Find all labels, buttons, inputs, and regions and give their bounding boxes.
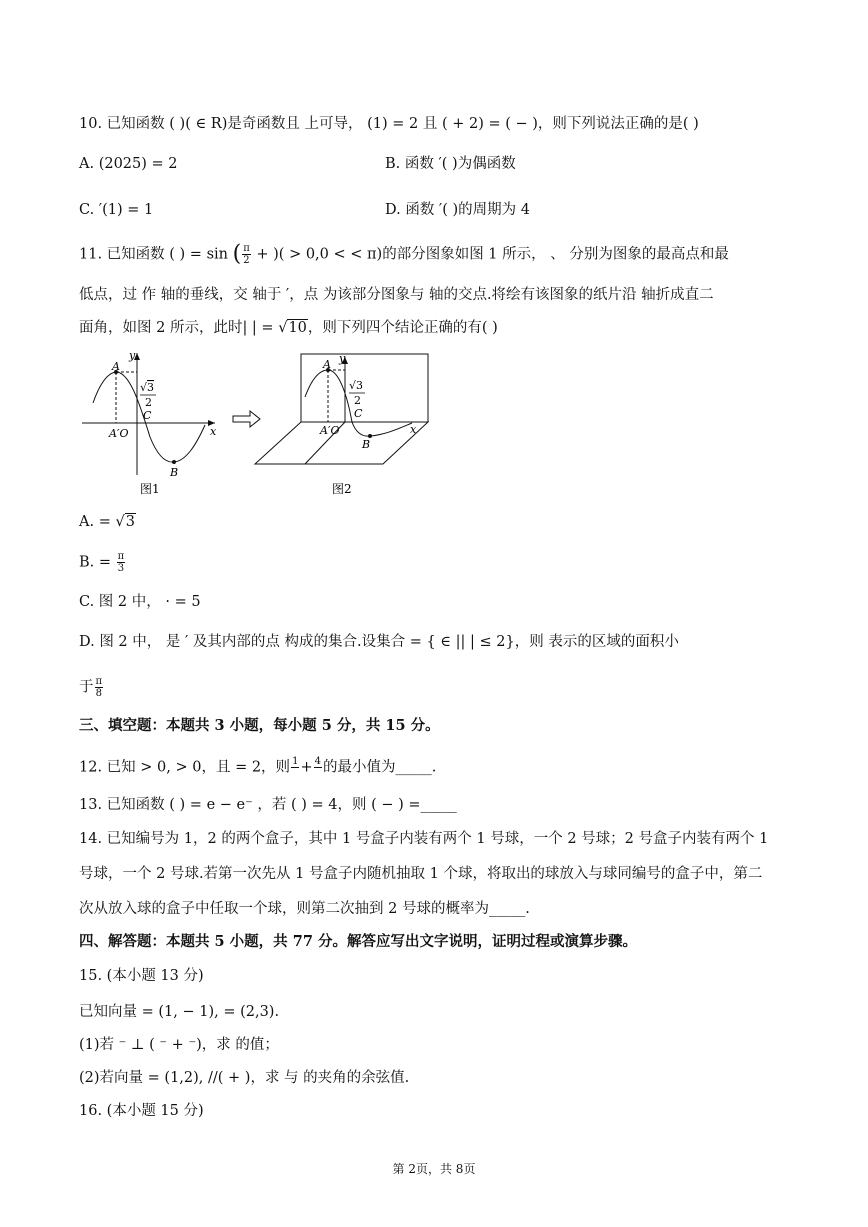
fig2-label-y: y xyxy=(339,352,346,365)
q11-sqrt10: 10 xyxy=(288,320,307,336)
fig2-label-a: A xyxy=(323,358,331,371)
q11-option-c: C. 图 2 中， · = 5 xyxy=(79,594,201,610)
q10-stem: 10. 已知函数 ( )( ∈ R)是奇函数且 上可导， (1) = 2 且 ( + 2) = ( − )，则下列说法正确的是( ) xyxy=(79,116,699,132)
fig1-label-2: 2 xyxy=(145,396,152,409)
figure-2 xyxy=(255,354,428,464)
q15-line2: (1)若 ⁻ ⊥ ( ⁻ + ⁻)，求 的值； xyxy=(79,1037,279,1053)
q14-line2: 号球，一个 2 号球.若第一次先从 1 号盒子内随机抽取 1 个球，将取出的球放入与球同编号的盒子中，第二 xyxy=(79,866,763,882)
fig1-label-c: C xyxy=(143,409,152,422)
fig2-label-b: B xyxy=(362,438,371,451)
fig2-curve-horizontal xyxy=(352,422,412,436)
q11-line1-b: + )( > 0,0 < < π)的部分图象如图 1 所示， 、 分别为图象的最高点和最 xyxy=(251,246,729,263)
q12: 12. 已知 > 0, > 0，且 = 2，则 1 + 4 的最小值为_____. xyxy=(79,756,437,776)
fig1-label-x: x xyxy=(210,425,217,438)
fig2-label-c: C xyxy=(354,407,363,420)
q14-line1: 14. 已知编号为 1，2 的两个盒子，其中 1 号盒子内装有两个 1 号球，一个 2 号球；2 号盒子内装有两个 1 xyxy=(79,831,769,847)
q15-line1: 已知向量 = (1, − 1), = (2,3). xyxy=(79,1004,280,1020)
q11-option-d-line1: D. 图 2 中， 是 ′ 及其内部的点 构成的集合.设集合 = { ∈ || | ≤ 2}，则 表示的区域的面积小 xyxy=(79,634,679,650)
q10-option-a: A. (2025) = 2 xyxy=(79,156,178,172)
fig1-label-y: y xyxy=(129,349,136,362)
q11-line1-a: 11. 已知函数 ( ) = sin xyxy=(79,246,228,263)
fig1-label-b: B xyxy=(170,466,179,479)
q15-title: 15. (本小题 13 分) xyxy=(79,968,204,984)
q10-option-c: C. ′(1) = 1 xyxy=(79,202,154,218)
fig2-label-sqrt3: √3 xyxy=(349,379,364,392)
fig1-caption: 图1 xyxy=(140,482,160,496)
fig2-label-a-prime-o: A′O xyxy=(320,424,340,437)
page-footer: 第 2页，共 8页 xyxy=(392,1162,476,1176)
q11-line3: 面角，如图 2 所示，此时| | = √10，则下列四个结论正确的有( ) xyxy=(79,320,498,336)
q13: 13. 已知函数 ( ) = e − e⁻ ，若 ( ) = 4，则 ( − ) =_____ xyxy=(79,797,457,813)
fig1-label-a: A xyxy=(112,360,120,373)
fig1-label-a-prime-o: A′O xyxy=(109,427,129,440)
fold-arrow-icon xyxy=(233,411,260,427)
q15-line3: (2)若向量 = (1,2), //( + )，求 与 的夹角的余弦值. xyxy=(79,1070,410,1086)
fig2-label-x: x xyxy=(410,423,417,436)
q11-option-d-line2: 于 $\frac{\pi}{8}$ xyxy=(79,676,103,699)
q14-line3: 次从放入球的盒子中任取一个球，则第二次抽到 2 号球的概率为_____. xyxy=(79,901,530,917)
section-3-heading: 三、填空题：本题共 3 小题，每小题 5 分，共 15 分。 xyxy=(79,717,440,734)
q10-option-b: B. 函数 ′( )为偶函数 xyxy=(385,156,516,172)
q11-figures xyxy=(0,345,868,505)
section-4-heading: 四、解答题：本题共 5 小题，共 77 分。解答应写出文字说明，证明过程或演算步骤。 xyxy=(79,933,637,950)
q11-line2: 低点，过 作 轴的垂线，交 轴于 ′，点 为该部分图象与 轴的交点.将绘有该图象的纸片沿 轴折成直二 xyxy=(79,287,714,303)
fig2-caption: 图2 xyxy=(332,482,352,496)
q11-frac-pi-over-2: $\frac{\pi}{2}$ xyxy=(243,243,250,266)
fig1-label-sqrt3: √3 xyxy=(140,381,155,394)
fig2-label-2: 2 xyxy=(354,394,361,407)
fig2-vertical-plane xyxy=(301,354,428,422)
q16-title: 16. (本小题 15 分) xyxy=(79,1103,204,1119)
q10-option-d: D. 函数 ′( )的周期为 4 xyxy=(385,202,530,218)
q11-option-b: B. = $\frac{\pi}{3}$ xyxy=(79,551,125,574)
q11-option-a: A. = √3 xyxy=(79,514,135,530)
fig2-horizontal-plane xyxy=(255,422,428,464)
q11-line1: 11. 已知函数 ( ) = sin ( $\frac{\pi}{2}$ + )( > 0,0 < < π)的部分图象如图 1 所示， 、 分别为图象的最高点和最 xyxy=(79,241,729,267)
